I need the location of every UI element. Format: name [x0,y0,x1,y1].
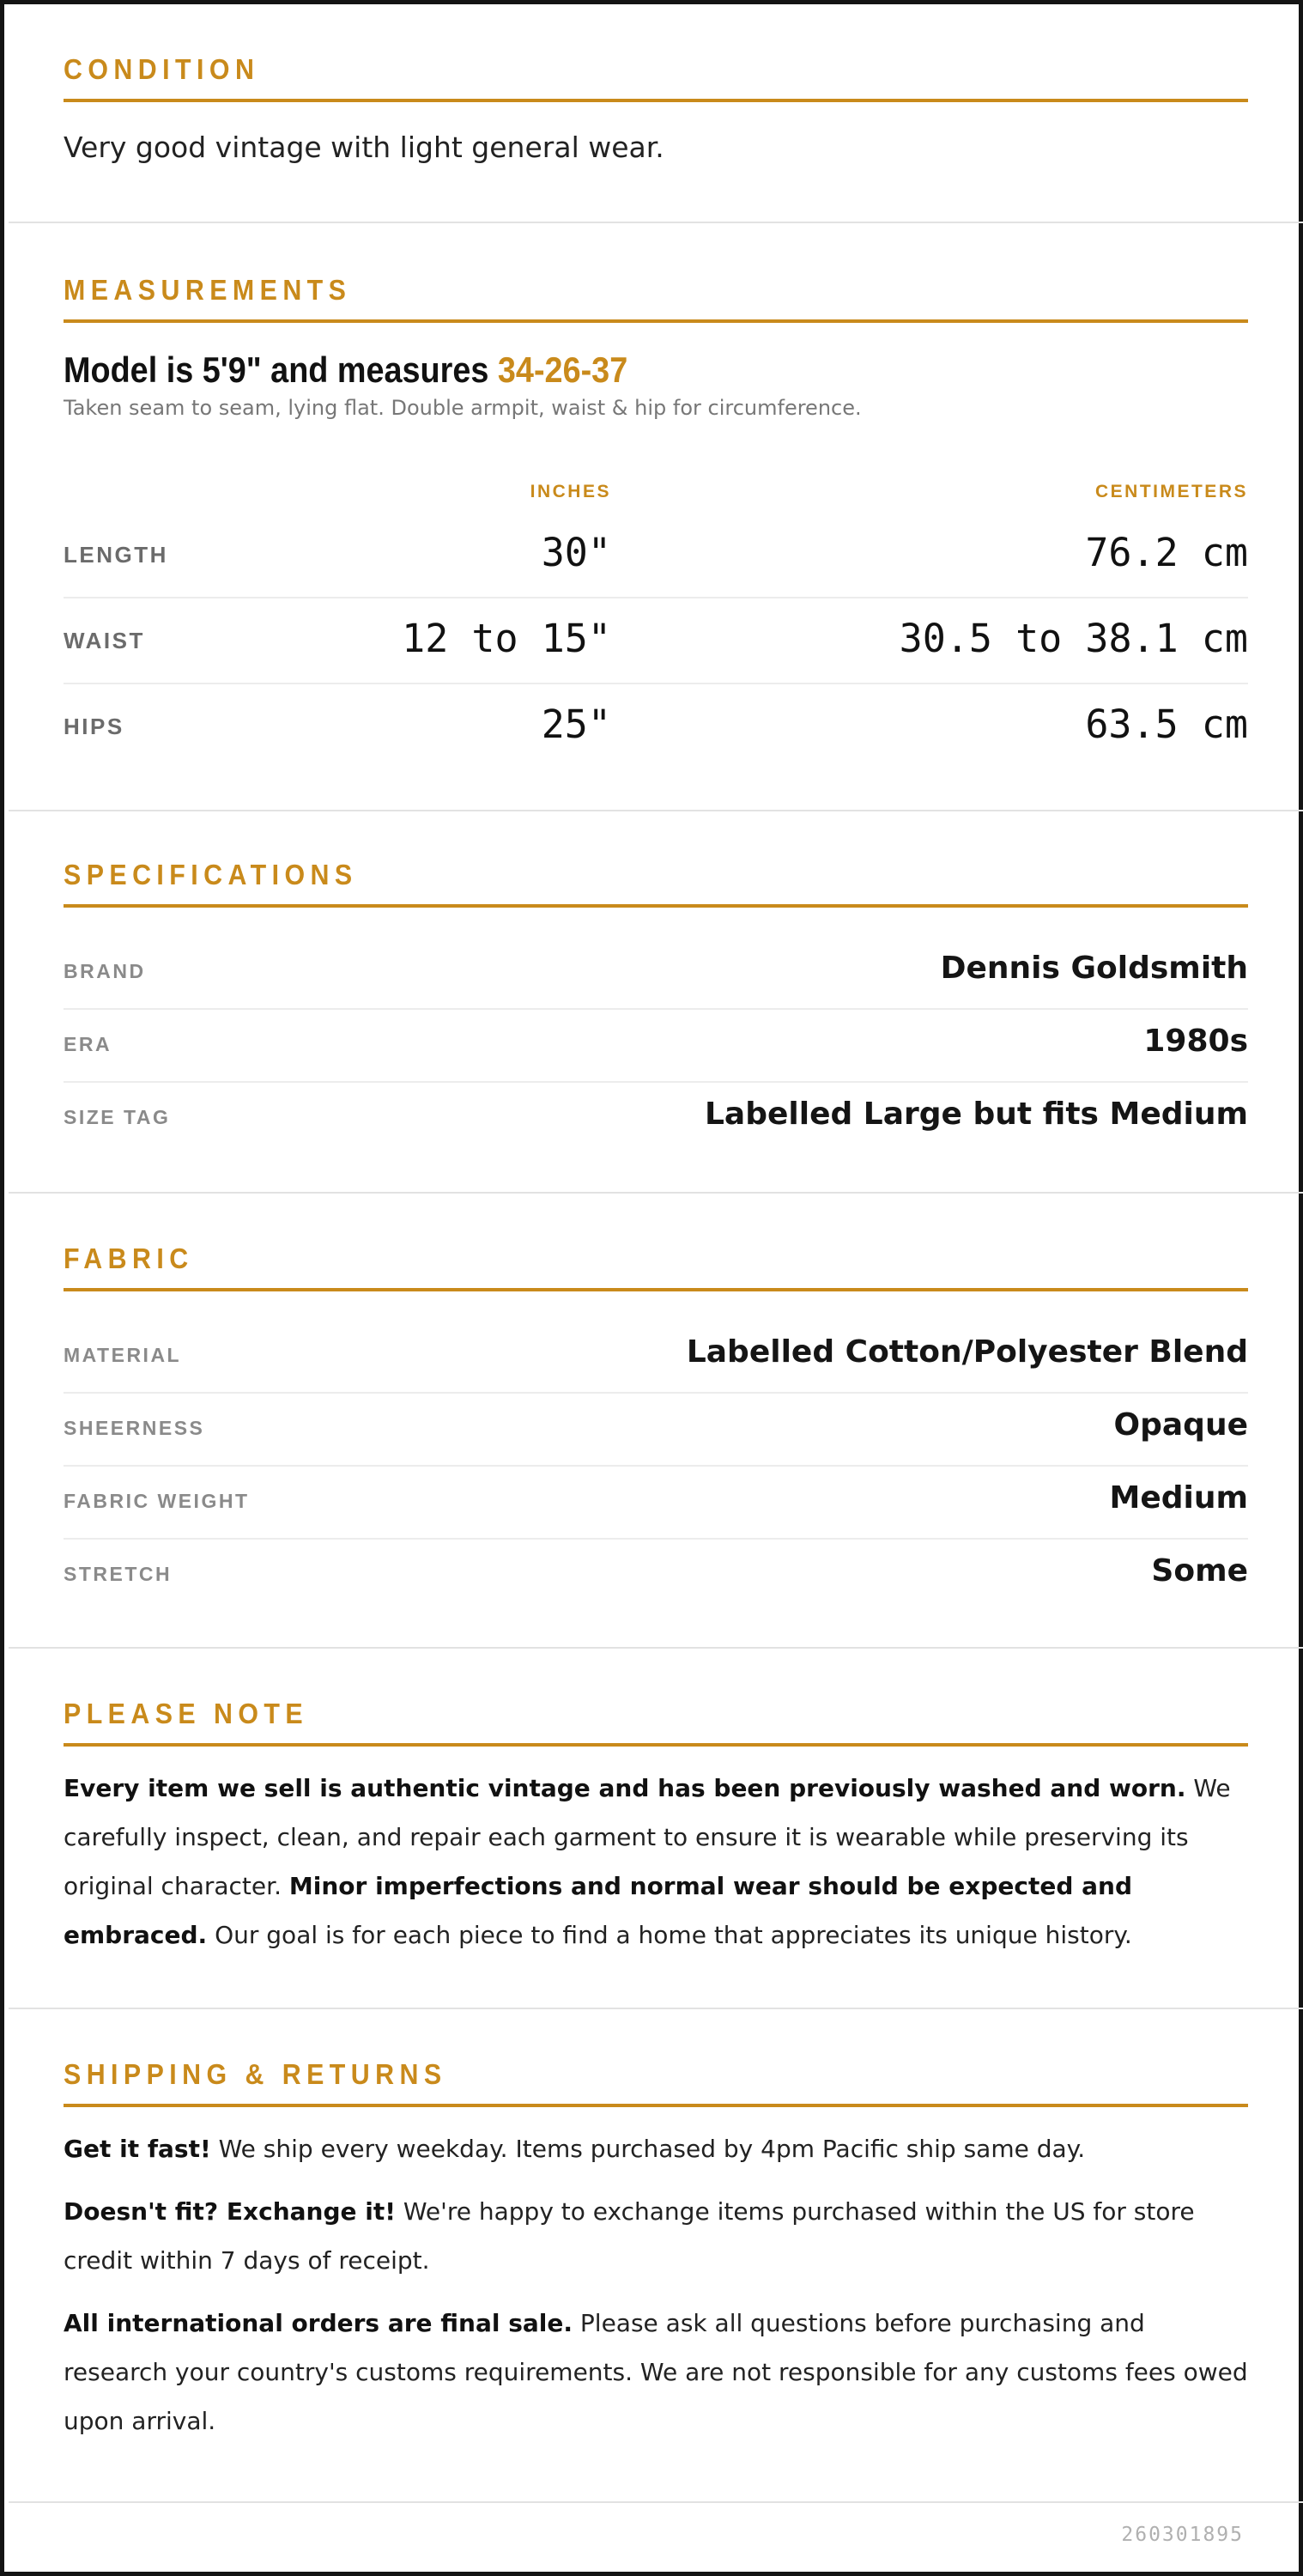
please-note-divider [64,1743,1248,1747]
model-measurements [64,349,1130,392]
shipping-paragraph-2 [64,2187,1248,2285]
fabric-value: Some [1151,1553,1248,1589]
fabric-value: Labelled Cotton/Polyester Blend [686,1334,1248,1370]
fabric-heading: FABRIC [64,1242,194,1274]
spec-row-era [64,1010,1248,1083]
fabric-row-sheerness [64,1394,1248,1467]
measurement-cm: 30.5 to 38.1 cm [899,616,1248,661]
measurement-inches: 30" [541,530,611,575]
please-note-text-2: Our goal is for each piece to find a home that appreciates its unique history. [207,1921,1132,1949]
spec-value: Labelled Large but fits Medium [704,1097,1248,1132]
please-note-bold-1: Every item we sell is authentic vintage and has been previously washed and worn. [64,1774,1186,1802]
condition-divider [64,99,1248,102]
specifications-section [9,811,1303,1194]
measurement-label: HIPS [64,714,124,739]
shipping-bold-1: Get it fast! [64,2135,211,2163]
specifications-heading: SPECIFICATIONS [64,859,358,890]
measurement-row-waist [64,598,1248,684]
fabric-label: SHEERNESS [64,1417,205,1439]
measurements-subtitle: Taken seam to seam, lying flat. Double armpit, waist & hip for circumference. [64,396,862,420]
spec-label: BRAND [64,960,146,982]
spec-value: Dennis Goldsmith [940,951,1248,986]
fabric-label: MATERIAL [64,1344,182,1366]
shipping-bold-2: Doesn't fit? Exchange it! [64,2197,396,2226]
fabric-label: FABRIC WEIGHT [64,1490,250,1512]
item-id: 260301895 [1121,2524,1244,2546]
model-measurements-value: 34-26-37 [497,349,628,390]
measurement-label: LENGTH [64,542,168,568]
shipping-paragraph-1 [64,2124,1248,2173]
condition-section [9,4,1303,223]
shipping-text-3: Please ask all questions before purchasing and research your country's customs requirements. We are not responsible for any customs fees owed upon arrival. [64,2309,1248,2435]
measurement-cm: 76.2 cm [1085,530,1248,575]
fabric-row-material [64,1321,1248,1394]
shipping-bold-3: All international orders are final sale. [64,2309,573,2337]
fabric-label: STRETCH [64,1563,173,1585]
measurement-cm: 63.5 cm [1085,702,1248,747]
measurement-row-hips [64,684,1248,770]
spec-label: ERA [64,1033,112,1055]
shipping-paragraph-3 [64,2299,1248,2445]
fabric-value: Medium [1109,1480,1248,1516]
spec-value: 1980s [1143,1024,1248,1059]
measurements-section [9,223,1303,811]
shipping-text-1: We ship every weekday. Items purchased by 4pm Pacific ship same day. [210,2135,1086,2163]
condition-text: Very good vintage with light general wear. [64,131,664,164]
specifications-divider [64,904,1248,908]
please-note-text [64,1764,1248,1959]
measurements-heading: MEASUREMENTS [64,274,352,306]
fabric-value: Opaque [1113,1407,1248,1443]
condition-heading: CONDITION [64,53,260,85]
model-measurements-label: Model is 5'9" and measures [64,349,498,390]
please-note-heading: PLEASE NOTE [64,1698,309,1729]
measurements-divider [64,319,1248,323]
fabric-row-stretch [64,1540,1248,1613]
shipping-section [9,2009,1303,2503]
fabric-row-weight [64,1467,1248,1540]
shipping-text-2: We're happy to exchange items purchased within the US for store credit within 7 days of receipt. [64,2197,1195,2275]
please-note-section [9,1649,1303,2009]
please-note-text-1: We carefully inspect, clean, and repair each garment to ensure it is wearable while preserving its original character. [64,1774,1231,1900]
please-note-bold-2: Minor imperfections and normal wear should be expected and embraced. [64,1872,1132,1949]
spec-label: SIZE TAG [64,1106,171,1128]
column-header-centimeters: CENTIMETERS [1094,482,1248,501]
fabric-divider [64,1288,1248,1291]
shipping-heading: SHIPPING & RETURNS [64,2058,447,2090]
spec-row-size-tag [64,1083,1248,1156]
fabric-section [9,1194,1303,1649]
column-header-inches: INCHES [530,482,611,501]
shipping-divider [64,2104,1248,2107]
measurement-label: WAIST [64,628,145,653]
measurement-row-length [64,513,1248,598]
spec-row-brand [64,937,1248,1010]
measurement-inches: 25" [541,702,611,747]
measurement-inches: 12 to 15" [402,616,611,661]
